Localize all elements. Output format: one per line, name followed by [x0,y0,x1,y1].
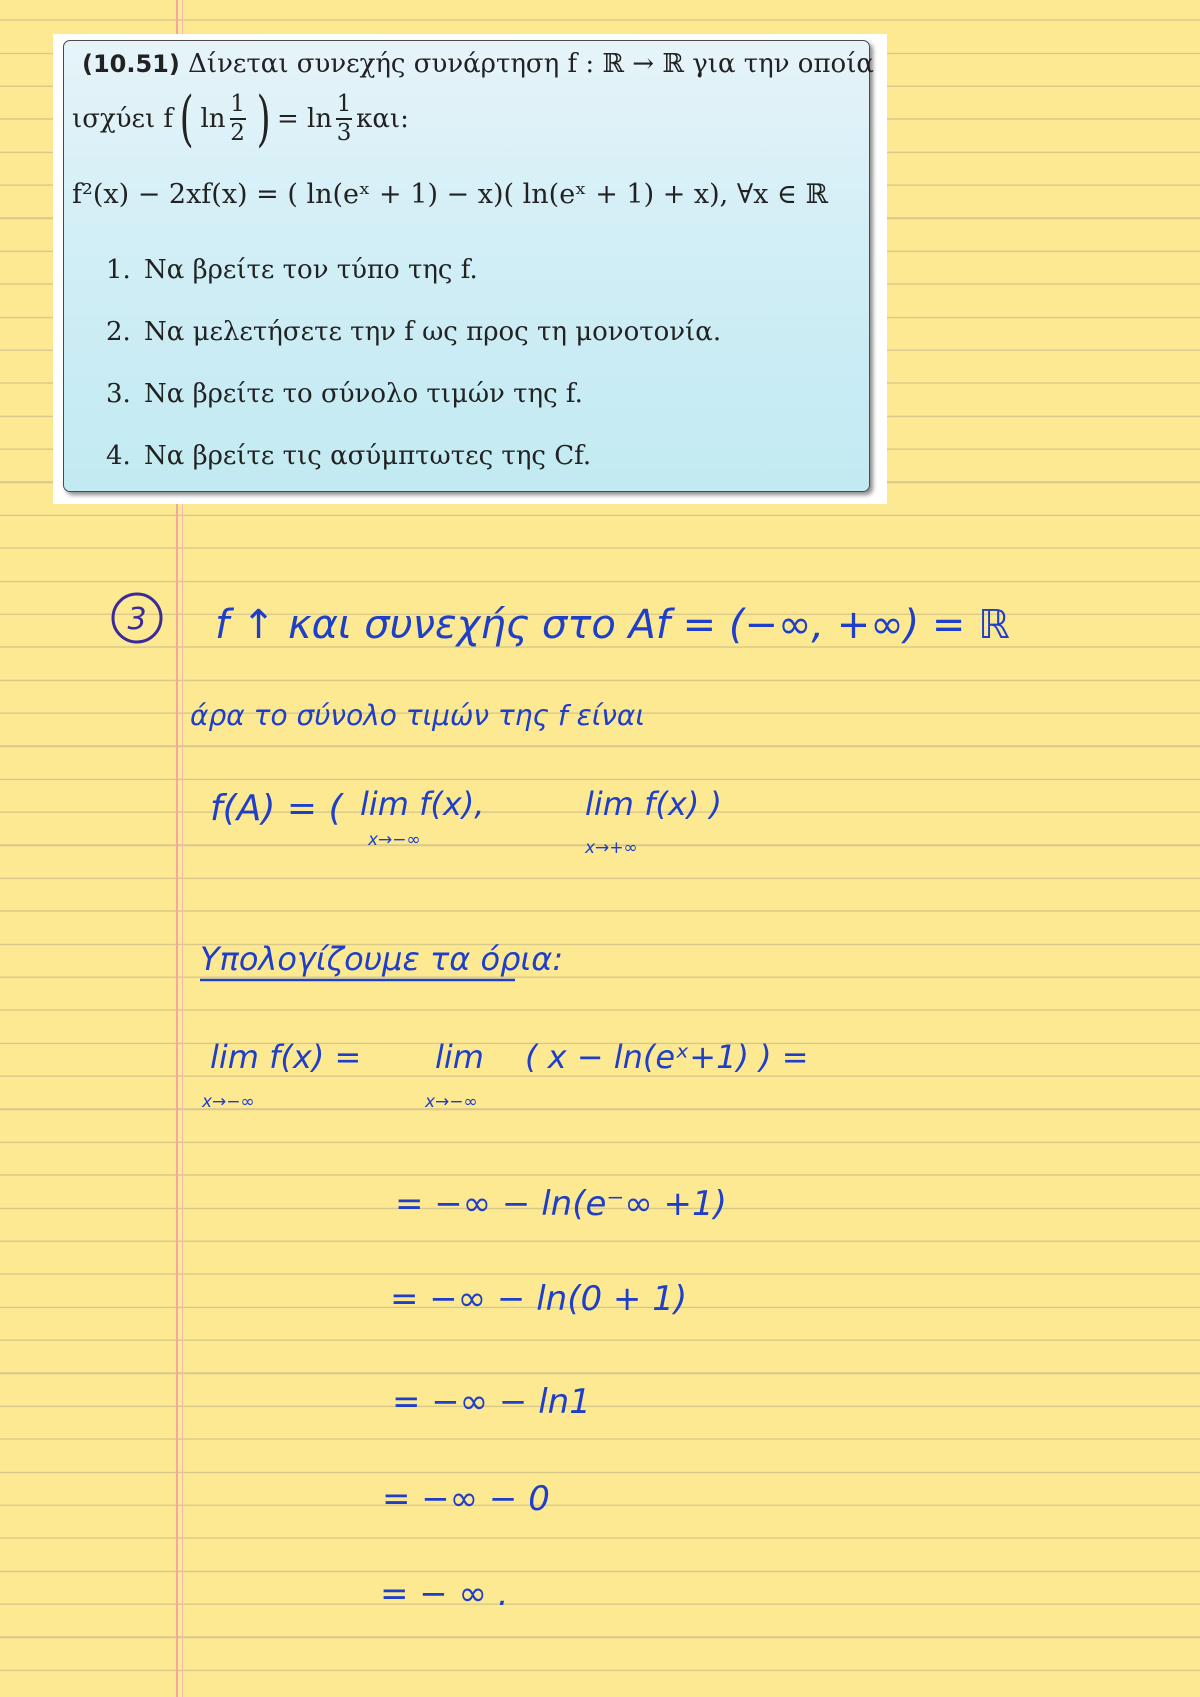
hw-step-5: = − ∞ . [380,1574,509,1614]
hw-step-4: = −∞ − 0 [382,1479,550,1519]
problem-line-2-suffix: και: [356,104,409,134]
question-text: Να βρείτε το σύνολο τιμών της f. [144,379,583,409]
left-paren: ( [179,84,194,154]
hw-line-5-lim: lim f(x) = [210,1038,362,1076]
hw-line-5-lim2-sub: x→−∞ [425,1092,478,1112]
hw-line-3-lim2: lim f(x) ) [585,785,722,823]
functional-equation: f²(x) − 2xf(x) = ( ln(eˣ + 1) − x)( ln(eˣ + 1) + x), ∀x ∈ ℝ [72,179,828,210]
question-text: Να μελετήσετε την f ως προς τη μονοτονία. [144,317,722,347]
fraction-denominator: 3 [336,119,352,146]
hw-line-5-lim-sub: x→−∞ [202,1092,255,1112]
problem-line-2-prefix: ισχύει f [72,104,174,134]
hw-line-5-expr: ( x − ln(eˣ+1) ) = [525,1038,809,1076]
hw-step-3: = −∞ − ln1 [392,1382,591,1422]
hw-line-2: άρα το σύνολο τιμών της f είναι [190,699,645,732]
hw-step-2: = −∞ − ln(0 + 1) [390,1279,688,1319]
hw-step-1: = −∞ − ln(e⁻∞ +1) [395,1184,727,1224]
question-text: Να βρείτε τις ασύμπτωτες της Cf. [144,441,592,471]
question-number: 3. [106,379,131,409]
question-number: 4. [106,441,131,471]
question-number: 2. [106,317,131,347]
problem-number: (10.51) [82,50,180,78]
equals-ln: = ln [276,104,333,134]
hw-line-3-lim1-sub: x→−∞ [368,830,421,850]
hw-line-3-lim2-sub: x→+∞ [585,838,638,858]
fraction-numerator: 1 [336,91,352,118]
hw-line-3-lim1: lim f(x), [360,785,485,823]
fraction-denominator: 2 [230,119,245,146]
ln-text: ln [200,104,226,134]
fraction-numerator: 1 [230,91,245,118]
circle-label: 3 [127,602,147,637]
question-number: 1. [106,255,131,285]
hw-line-3-lhs: f(A) = ( [210,788,343,829]
problem-statement: Δίνεται συνεχής συνάρτηση f : ℝ → ℝ για την οποία [188,49,874,79]
hw-line-1: f ↑ και συνεχής στο Af = (−∞, +∞) = ℝ [215,602,1010,648]
right-paren: ) [256,84,271,154]
hw-heading: Υπολογίζουμε τα όρια: [200,940,564,978]
question-text: Να βρείτε τον τύπο της f. [144,255,478,285]
hw-line-5-lim2: lim [435,1038,484,1076]
